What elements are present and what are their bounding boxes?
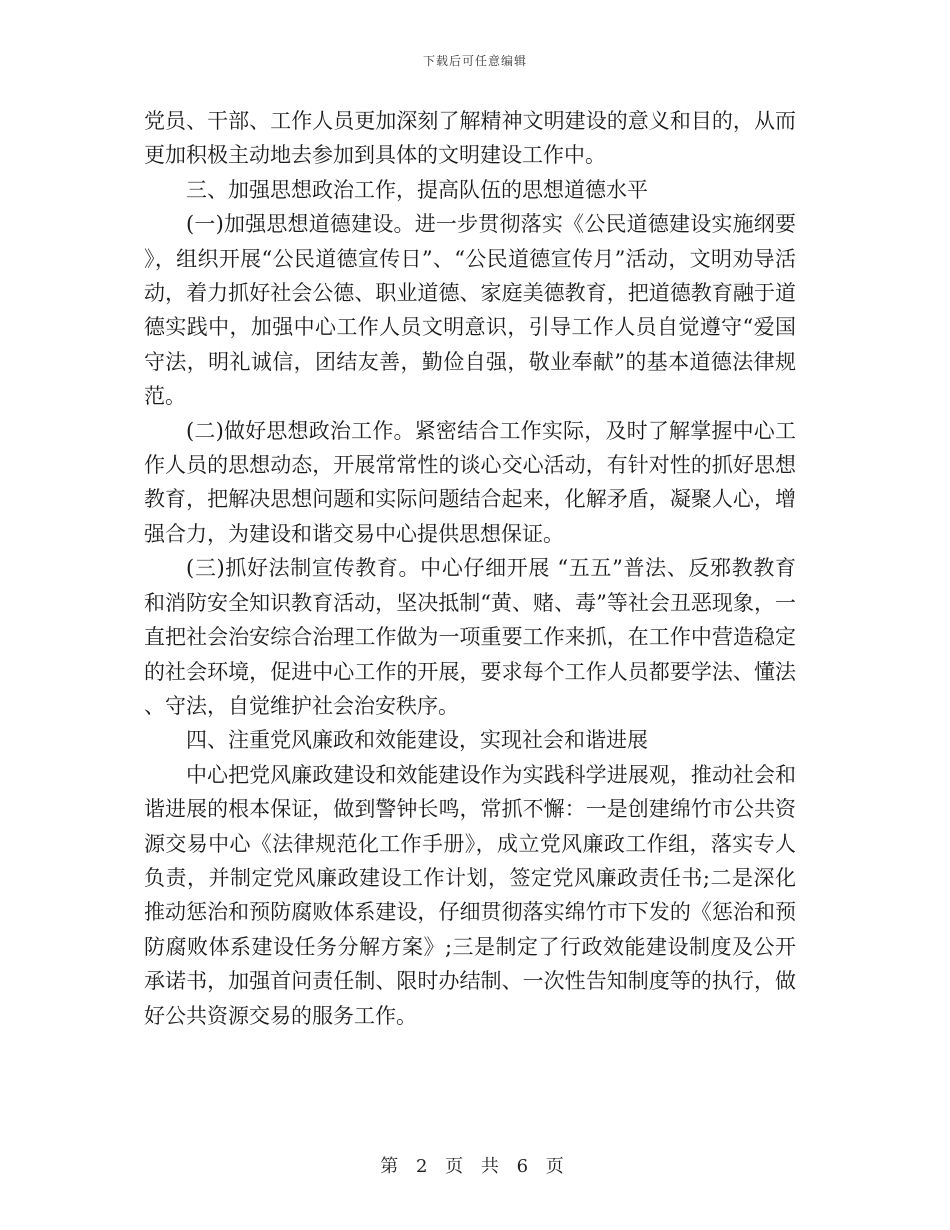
section-heading-3: 三、加强思想政治工作，提高队伍的思想道德水平 [186,177,648,202]
paragraph-1: 党员、干部、工作人员更加深刻了解精神文明建设的意义和目的，从而更加积极主动地去参加到具体的文明建设工作中。 [144,109,796,168]
paragraph-legal-education: (三)抓好法制宣传教育。中心仔细开展 “五五”普法、反邪教教育和消防安全知识教育活动，坚决抵制“黄、赌、毒”等社会丑恶现象，一直把社会治安综合治理工作做为一项重要工作来抓，在工作中营造稳定的社会环境，促进中心工作的开展，要求每个工作人员都要学法、懂法、守法，自觉维护社会治安秩序。 [144,556,796,718]
section-heading-4: 四、注重党风廉政和效能建设，实现社会和谐进展 [186,728,648,753]
paragraph-political-work: (二)做好思想政治工作。紧密结合工作实际，及时了解掌握中心工作人员的思想动态，开展常常性的谈心交心活动，有针对性的抓好思想教育，把解决思想问题和实际问题结合起来，化解矛盾，凝聚人心，增强合力，为建设和谐交易中心提供思想保证。 [144,418,796,546]
document-body [144,104,796,1033]
page-header: 下载后可任意编辑 [422,54,527,68]
paragraph-integrity-efficiency: 中心把党风廉政建设和效能建设作为实践科学进展观，推动社会和谐进展的根本保证，做到警钟长鸣，常抓不懈：一是创建绵竹市公共资源交易中心《法律规范化工作手册》，成立党风廉政工作组，落实专人负责，并制定党风廉政建设工作计划，签定党风廉政责任书;二是深化推动惩治和预防腐败体系建设，仔细贯彻落实绵竹市下发的《惩治和预防腐败体系建设任务分解方案》;三是制定了行政效能建设制度及公开承诺书，加强首问责任制、限时办结制、一次性告知制度等的执行，做好公共资源交易的服务工作。 [144,762,796,1028]
page-number: 第 2 页 共 6 页 [380,1156,570,1177]
paragraph-moral-construction: (一)加强思想道德建设。进一步贯彻落实《公民道德建设实施纲要》，组织开展“公民道德宣传日”、“公民道德宣传月”活动，文明劝导活动，着力抓好社会公德、职业道德、家庭美德教育，把道德教育融于道德实践中，加强中心工作人员文明意识，引导工作人员自觉遵守“爱国守法，明礼诚信，团结友善，勤俭自强，敬业奉献”的基本道德法律规范。 [144,212,796,409]
